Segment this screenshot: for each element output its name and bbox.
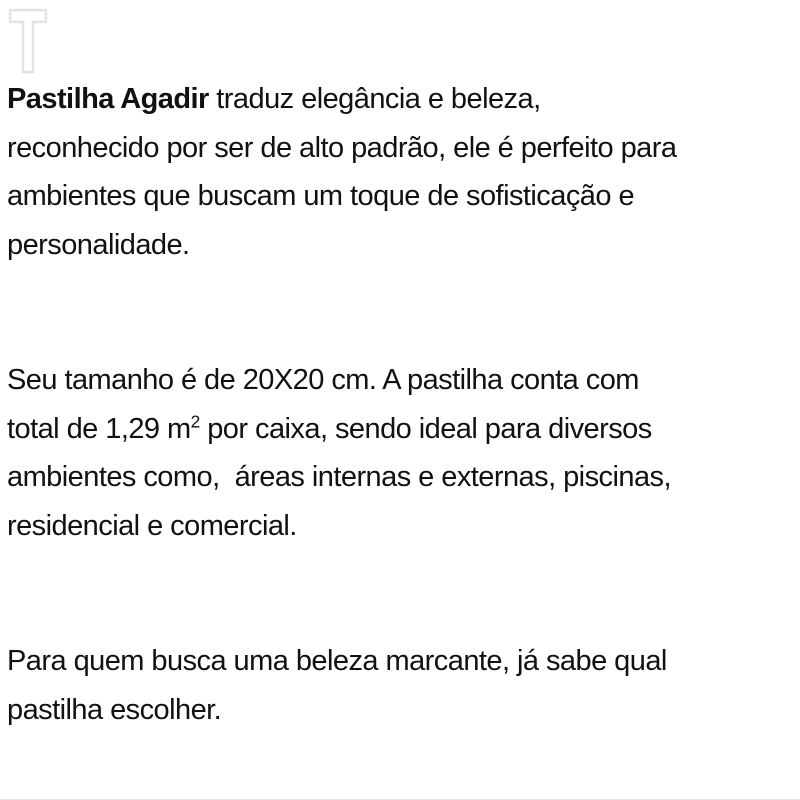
paragraph-2-line-2	[7, 405, 793, 454]
paragraph-1-line-1-text: traduz elegância e beleza,	[208, 83, 541, 115]
description-paragraph-2	[7, 356, 793, 550]
paragraph-2-line-2-after: por caixa, sendo ideal para diversos	[199, 412, 652, 445]
paragraph-1-line-4: personalidade.	[7, 228, 190, 261]
paragraph-1-line-2: reconhecido por ser de alto padrão, ele é perfeito para	[7, 131, 677, 164]
description-paragraph-1	[7, 75, 793, 269]
paragraph-1-line-1	[7, 75, 793, 124]
description-paragraph-3	[7, 637, 793, 734]
superscript-two: 2	[190, 410, 200, 431]
paragraph-2-line-1: Seu tamanho é de 20X20 cm. A pastilha conta com	[7, 364, 639, 396]
t-logo-icon	[8, 8, 48, 74]
paragraph-1-line-3: ambientes que buscam um toque de sofisticação e	[7, 180, 635, 212]
paragraph-3-line-1: Para quem busca uma beleza marcante, já sabe qual	[7, 645, 667, 677]
paragraph-2-line-2-before: total de 1,29 m	[7, 412, 191, 445]
paragraph-2-line-4: residencial e comercial.	[7, 509, 297, 542]
paragraph-3-line-2: pastilha escolher.	[7, 693, 222, 726]
paragraph-2-line-3: ambientes como, áreas internas e externas, piscinas,	[7, 461, 671, 493]
product-name: Pastilha Agadir	[7, 83, 209, 115]
brand-logo	[8, 8, 48, 74]
